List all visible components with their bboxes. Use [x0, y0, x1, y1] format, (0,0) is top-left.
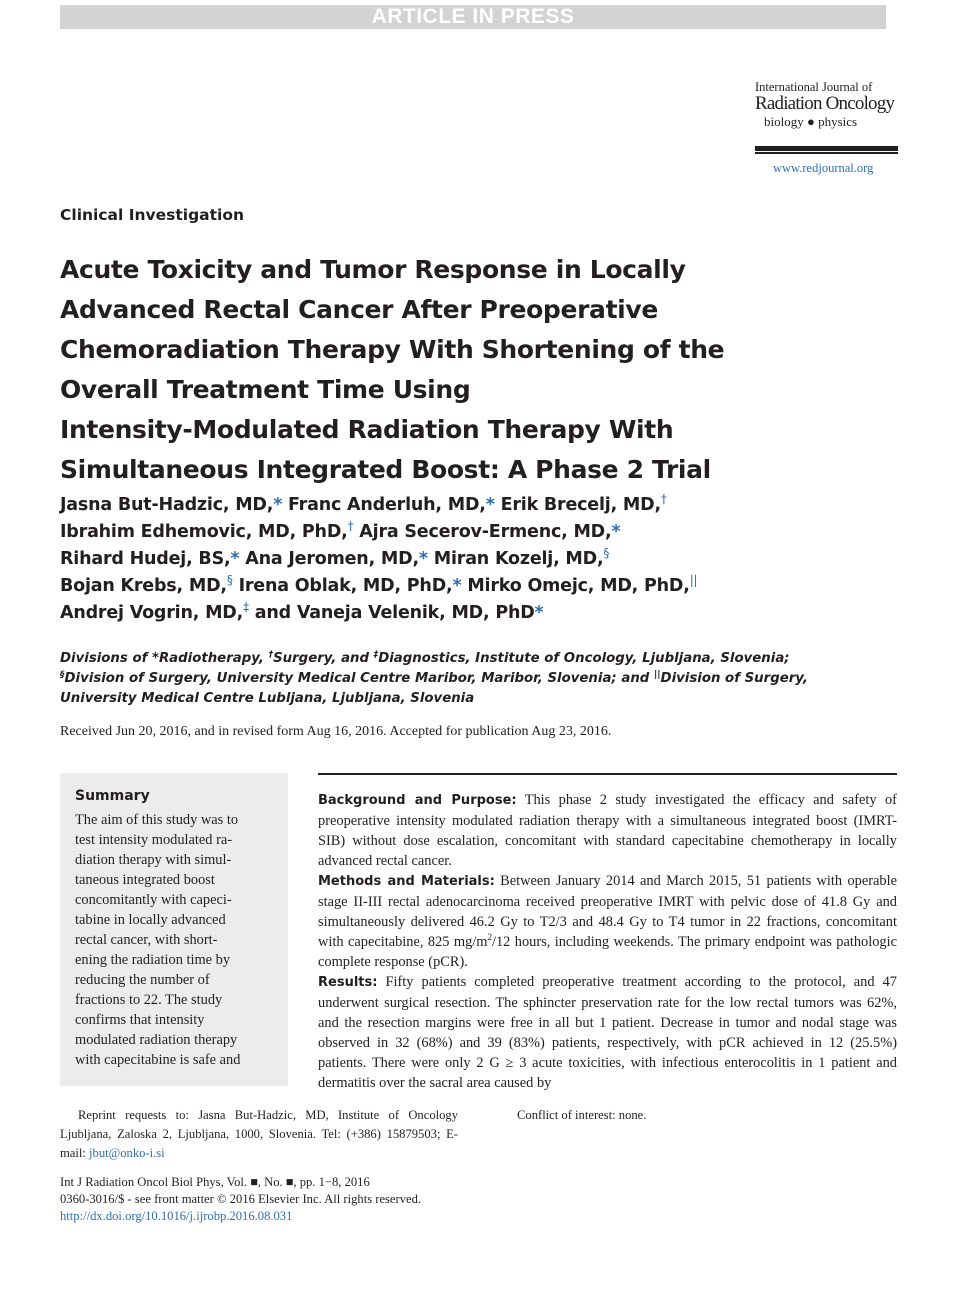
logo-rule — [755, 146, 898, 151]
summary-heading: Summary — [75, 788, 150, 804]
abstract-heading: Background and Purpose: — [318, 793, 517, 808]
author-line — [60, 600, 780, 627]
abstract-text: /12 hours, including weekends. The primary endpoint was pathologic complete response (pCR). — [318, 934, 897, 970]
summary-line: reducing the number of — [75, 972, 210, 988]
author-name: Irena Oblak, MD, PhD, — [232, 576, 453, 596]
email-link[interactable]: jbut@onko-i.si — [89, 1146, 165, 1160]
affiliation-marker: † — [660, 492, 667, 506]
affiliation-marker: * — [418, 549, 428, 569]
abstract-rule — [318, 773, 897, 775]
affiliations — [60, 649, 808, 709]
affiliation-line — [60, 649, 790, 669]
summary-line: taneous integrated boost — [75, 872, 215, 888]
journal-url-link[interactable]: www.redjournal.org — [773, 161, 874, 175]
superscript: 2 — [487, 932, 492, 942]
title-line: Chemoradiation Therapy With Shortening of the — [60, 335, 725, 364]
affiliation-text: Division of Surgery, — [660, 671, 808, 686]
author-name: Jasna But-Hadzic, MD, — [60, 495, 274, 515]
summary-line: The aim of this study was to — [75, 812, 239, 828]
author-line — [60, 519, 780, 546]
affiliation-marker: § — [226, 573, 233, 587]
summary-text — [75, 810, 273, 1070]
abstract-text: This phase 2 study investigated the efficacy and safety of preoperative intensity modulated radiation therapy with a simultaneous integrated boost (IMRT-SIB) without dose escalation, concomitant with standard capecitabine chemotherapy in locally advanced rectal cancer. — [318, 792, 897, 869]
reprint-text: Reprint requests to: Jasna But-Hadzic, MD, Institute of Oncology Ljubljana, Zaloska 2, Ljubljana, 1000, Slovenia. Tel: (+386) 15879503; E-mail: — [60, 1108, 458, 1160]
affiliation-text: University Medical Centre Lubljana, Ljubljana, Slovenia — [60, 691, 475, 706]
author-name: Ibrahim Edhemovic, MD, PhD, — [60, 522, 348, 542]
summary-line: modulated radiation therapy — [75, 1032, 238, 1048]
author-name: Ajra Secerov-Ermenc, MD, — [353, 522, 612, 542]
summary-line: fractions to 22. The study — [75, 992, 223, 1008]
affiliation-marker: † — [347, 519, 354, 533]
title-line: Advanced Rectal Cancer After Preoperative — [60, 295, 658, 324]
summary-box — [60, 773, 288, 1086]
affiliation-marker: || — [689, 573, 698, 587]
summary-line: tabine in locally advanced — [75, 912, 226, 928]
title-line: Intensity-Modulated Radiation Therapy With — [60, 415, 674, 444]
affiliation-line — [60, 669, 808, 689]
logo-rule-thin — [755, 152, 898, 154]
author-list — [60, 492, 780, 627]
author-line — [60, 573, 780, 600]
summary-line: concomitantly with capeci- — [75, 892, 232, 908]
abstract-heading: Results: — [318, 975, 378, 990]
summary-line: ening the radiation time by — [75, 952, 231, 968]
summary-line: diation therapy with simul- — [75, 852, 232, 868]
abstract-methods — [318, 871, 897, 972]
affiliation-marker: * — [611, 522, 621, 542]
abstract-text: Between January 2014 and March 2015, 51 patients with operable stage II-III rectal adenocarcinoma received preoperative IMRT with pelvic dose of 41.8 Gy and simultaneously delivered 46.2 Gy to T2/3 and 48.4 Gy to T4 tumor in 22 fractions, concomitant with capecitabine, 825 mg/m — [318, 873, 897, 950]
summary-line: confirms that intensity — [75, 1012, 205, 1028]
section-label: Clinical Investigation — [60, 206, 245, 224]
journal-name-line3: biology ● physics — [764, 114, 858, 129]
affiliation-marker: * — [485, 495, 495, 515]
affiliation-marker: ‡ — [243, 600, 249, 614]
author-name: Erik Brecelj, MD, — [494, 495, 661, 515]
title-line: Acute Toxicity and Tumor Response in Locally — [60, 255, 686, 284]
author-name: Franc Anderluh, MD, — [282, 495, 486, 515]
summary-line: with capecitabine is safe and — [75, 1052, 241, 1068]
author-name: Rihard Hudej, BS, — [60, 549, 231, 569]
title-line: Simultaneous Integrated Boost: A Phase 2 Trial — [60, 455, 711, 484]
title-line: Overall Treatment Time Using — [60, 375, 471, 404]
affiliation-text: Surgery, and — [273, 651, 374, 666]
conflict-of-interest: Conflict of interest: none. — [517, 1108, 647, 1122]
received-dates: Received Jun 20, 2016, and in revised form Aug 16, 2016. Accepted for publication Aug 23, 2016. — [60, 724, 612, 739]
affiliation-marker: * — [273, 495, 283, 515]
affiliation-marker: * — [534, 603, 544, 623]
affiliation-text: Diagnostics, Institute of Oncology, Ljubljana, Slovenia; — [378, 651, 790, 666]
author-line — [60, 492, 780, 519]
abstract — [318, 790, 897, 1093]
affiliation-marker: ‡ — [373, 650, 379, 660]
article-in-press-banner: ARTICLE IN PRESS — [60, 5, 886, 29]
abstract-results — [318, 972, 897, 1093]
doi-link[interactable]: http://dx.doi.org/10.1016/j.ijrobp.2016.08.031 — [60, 1209, 293, 1223]
author-name: Andrej Vogrin, MD, — [60, 603, 244, 623]
affiliation-line — [60, 689, 780, 709]
author-name: and Vaneja Velenik, MD, PhD — [248, 603, 535, 623]
abstract-background — [318, 790, 897, 871]
reprint-requests — [60, 1106, 458, 1163]
journal-name-line1: International Journal of — [755, 80, 873, 94]
journal-name-line2: Radiation Oncology — [755, 93, 895, 114]
journal-logo — [755, 80, 905, 130]
citation: Int J Radiation Oncol Biol Phys, Vol. ■, No. ■, pp. 1−8, 2016 — [60, 1175, 370, 1189]
affiliation-text: Divisions of *Radiotherapy, — [60, 651, 269, 666]
abstract-text: Fifty patients completed preoperative treatment according to the protocol, and 47 underwent surgical resection. The sphincter preservation rate for the low rectal tumors was 62%, and the resection margins were free in all but 1 patient. Decrease in tumor and nodal stage was observed in 32 (68%) and 39 (83%) patients, respectively, with pCR achieved in 12 (25.5%) patients. There were only 2 G ≥ 3 acute toxicities, with infectious enterocolitis in 1 patient and dermatitis over the sacral area caused by — [318, 974, 897, 1091]
footer — [60, 1174, 421, 1225]
author-name: Bojan Krebs, MD, — [60, 576, 227, 596]
author-line — [60, 546, 780, 573]
author-name: Ana Jeromen, MD, — [239, 549, 419, 569]
summary-line: test intensity modulated ra- — [75, 832, 233, 848]
author-name: Mirko Omejc, MD, PhD, — [461, 576, 690, 596]
affiliation-marker: * — [452, 576, 462, 596]
summary-line: rectal cancer, with short- — [75, 932, 218, 948]
author-name: Miran Kozelj, MD, — [427, 549, 604, 569]
affiliation-marker: † — [268, 650, 274, 660]
affiliation-text: Division of Surgery, University Medical Centre Maribor, Maribor, Slovenia; and — [64, 671, 654, 686]
copyright: 0360-3016/$ - see front matter © 2016 Elsevier Inc. All rights reserved. — [60, 1192, 422, 1206]
affiliation-marker: || — [653, 670, 661, 680]
article-title — [60, 250, 780, 490]
affiliation-marker: § — [60, 670, 65, 680]
affiliation-marker: * — [230, 549, 240, 569]
abstract-heading: Methods and Materials: — [318, 874, 495, 889]
affiliation-marker: § — [603, 546, 610, 560]
